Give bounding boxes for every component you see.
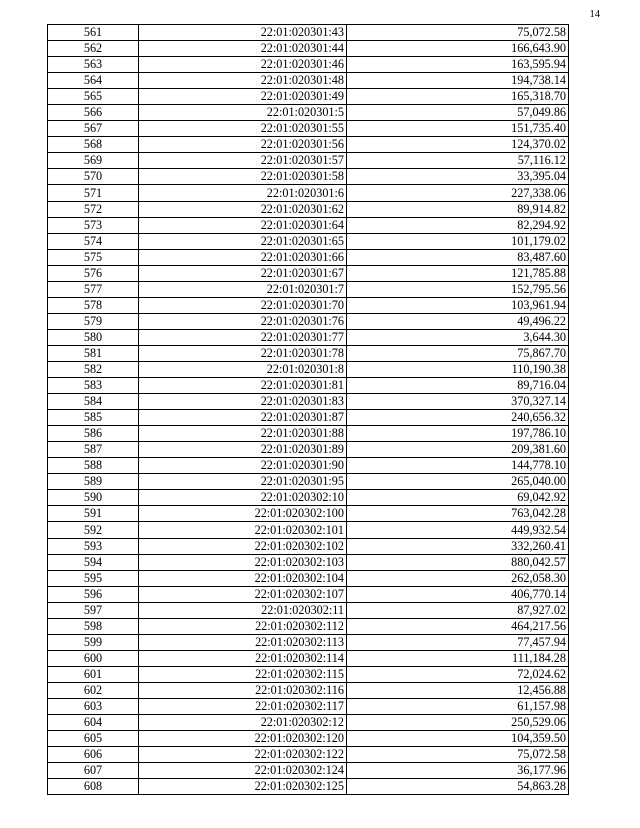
- row-number-cell: 582: [48, 361, 139, 377]
- row-number-cell: 562: [48, 41, 139, 57]
- cadastral-number-cell: 22:01:020301:83: [139, 394, 347, 410]
- row-number-cell: 593: [48, 538, 139, 554]
- value-cell: 49,496.22: [347, 313, 569, 329]
- table-row: [48, 779, 569, 795]
- table-row: [48, 297, 569, 313]
- row-number-cell: 594: [48, 554, 139, 570]
- row-number-cell: 585: [48, 410, 139, 426]
- cadastral-number-cell: 22:01:020302:102: [139, 538, 347, 554]
- value-cell: 763,042.28: [347, 506, 569, 522]
- table-row: [48, 650, 569, 666]
- row-number-cell: 590: [48, 490, 139, 506]
- cadastral-number-cell: 22:01:020301:78: [139, 345, 347, 361]
- cadastral-number-cell: 22:01:020302:114: [139, 650, 347, 666]
- cadastral-number-cell: 22:01:020301:6: [139, 185, 347, 201]
- table-row: [48, 137, 569, 153]
- value-cell: 3,644.30: [347, 329, 569, 345]
- cadastral-number-cell: 22:01:020302:124: [139, 763, 347, 779]
- row-number-cell: 573: [48, 217, 139, 233]
- value-cell: 36,177.96: [347, 763, 569, 779]
- value-cell: 124,370.02: [347, 137, 569, 153]
- cadastral-number-cell: 22:01:020302:125: [139, 779, 347, 795]
- value-cell: 250,529.06: [347, 715, 569, 731]
- row-number-cell: 580: [48, 329, 139, 345]
- value-cell: 165,318.70: [347, 89, 569, 105]
- value-cell: 209,381.60: [347, 442, 569, 458]
- cadastral-number-cell: 22:01:020301:55: [139, 121, 347, 137]
- cadastral-number-cell: 22:01:020302:10: [139, 490, 347, 506]
- table-row: [48, 602, 569, 618]
- value-cell: 77,457.94: [347, 634, 569, 650]
- table-row: [48, 281, 569, 297]
- table-row: [48, 506, 569, 522]
- cadastral-number-cell: 22:01:020301:57: [139, 153, 347, 169]
- cadastral-number-cell: 22:01:020301:7: [139, 281, 347, 297]
- row-number-cell: 599: [48, 634, 139, 650]
- row-number-cell: 577: [48, 281, 139, 297]
- value-cell: 57,049.86: [347, 105, 569, 121]
- cadastral-number-cell: 22:01:020301:44: [139, 41, 347, 57]
- value-cell: 72,024.62: [347, 666, 569, 682]
- row-number-cell: 602: [48, 682, 139, 698]
- value-cell: 104,359.50: [347, 731, 569, 747]
- row-number-cell: 574: [48, 233, 139, 249]
- value-cell: 75,072.58: [347, 25, 569, 41]
- row-number-cell: 597: [48, 602, 139, 618]
- table-row: [48, 538, 569, 554]
- row-number-cell: 589: [48, 474, 139, 490]
- cadastral-number-cell: 22:01:020301:56: [139, 137, 347, 153]
- value-cell: 406,770.14: [347, 586, 569, 602]
- table-row: [48, 169, 569, 185]
- value-cell: 163,595.94: [347, 57, 569, 73]
- cadastral-number-cell: 22:01:020301:70: [139, 297, 347, 313]
- value-cell: 464,217.56: [347, 618, 569, 634]
- value-cell: 83,487.60: [347, 249, 569, 265]
- value-cell: 110,190.38: [347, 361, 569, 377]
- table-row: [48, 249, 569, 265]
- row-number-cell: 569: [48, 153, 139, 169]
- row-number-cell: 583: [48, 378, 139, 394]
- table-row: [48, 121, 569, 137]
- table-row: [48, 442, 569, 458]
- value-cell: 227,338.06: [347, 185, 569, 201]
- value-cell: 61,157.98: [347, 698, 569, 714]
- row-number-cell: 570: [48, 169, 139, 185]
- table-row: [48, 89, 569, 105]
- table-row: [48, 153, 569, 169]
- cadastral-number-cell: 22:01:020301:43: [139, 25, 347, 41]
- cadastral-number-cell: 22:01:020302:107: [139, 586, 347, 602]
- cadastral-number-cell: 22:01:020301:67: [139, 265, 347, 281]
- table-row: [48, 361, 569, 377]
- table-row: [48, 747, 569, 763]
- table-row: [48, 378, 569, 394]
- cadastral-number-cell: 22:01:020301:64: [139, 217, 347, 233]
- table-row: [48, 394, 569, 410]
- row-number-cell: 600: [48, 650, 139, 666]
- cadastral-number-cell: 22:01:020302:11: [139, 602, 347, 618]
- value-cell: 151,735.40: [347, 121, 569, 137]
- table-row: [48, 201, 569, 217]
- value-cell: 194,738.14: [347, 73, 569, 89]
- table-row: [48, 41, 569, 57]
- value-cell: 69,042.92: [347, 490, 569, 506]
- cadastral-number-cell: 22:01:020301:81: [139, 378, 347, 394]
- table-row: [48, 105, 569, 121]
- cadastral-number-cell: 22:01:020301:46: [139, 57, 347, 73]
- table-row: [48, 698, 569, 714]
- row-number-cell: 571: [48, 185, 139, 201]
- table-row: [48, 634, 569, 650]
- cadastral-number-cell: 22:01:020302:100: [139, 506, 347, 522]
- row-number-cell: 607: [48, 763, 139, 779]
- value-cell: 54,863.28: [347, 779, 569, 795]
- cadastral-number-cell: 22:01:020302:120: [139, 731, 347, 747]
- table-row: [48, 458, 569, 474]
- table-row: [48, 715, 569, 731]
- row-number-cell: 586: [48, 426, 139, 442]
- row-number-cell: 606: [48, 747, 139, 763]
- table-row: [48, 522, 569, 538]
- data-table: [47, 24, 569, 795]
- table-row: [48, 426, 569, 442]
- row-number-cell: 604: [48, 715, 139, 731]
- cadastral-number-cell: 22:01:020301:89: [139, 442, 347, 458]
- table-row: [48, 490, 569, 506]
- cadastral-number-cell: 22:01:020301:90: [139, 458, 347, 474]
- table-row: [48, 233, 569, 249]
- row-number-cell: 587: [48, 442, 139, 458]
- page-number: 14: [589, 9, 600, 20]
- row-number-cell: 567: [48, 121, 139, 137]
- cadastral-number-cell: 22:01:020302:113: [139, 634, 347, 650]
- row-number-cell: 576: [48, 265, 139, 281]
- value-cell: 89,914.82: [347, 201, 569, 217]
- value-cell: 101,179.02: [347, 233, 569, 249]
- row-number-cell: 605: [48, 731, 139, 747]
- value-cell: 144,778.10: [347, 458, 569, 474]
- cadastral-number-cell: 22:01:020302:103: [139, 554, 347, 570]
- cadastral-number-cell: 22:01:020302:112: [139, 618, 347, 634]
- row-number-cell: 575: [48, 249, 139, 265]
- value-cell: 121,785.88: [347, 265, 569, 281]
- row-number-cell: 566: [48, 105, 139, 121]
- table-row: [48, 666, 569, 682]
- value-cell: 197,786.10: [347, 426, 569, 442]
- value-cell: 265,040.00: [347, 474, 569, 490]
- cadastral-number-cell: 22:01:020301:87: [139, 410, 347, 426]
- row-number-cell: 561: [48, 25, 139, 41]
- value-cell: 89,716.04: [347, 378, 569, 394]
- value-cell: 33,395.04: [347, 169, 569, 185]
- value-cell: 332,260.41: [347, 538, 569, 554]
- row-number-cell: 579: [48, 313, 139, 329]
- table-row: [48, 329, 569, 345]
- value-cell: 166,643.90: [347, 41, 569, 57]
- table-row: [48, 265, 569, 281]
- cadastral-number-cell: 22:01:020302:101: [139, 522, 347, 538]
- row-number-cell: 591: [48, 506, 139, 522]
- cadastral-number-cell: 22:01:020301:5: [139, 105, 347, 121]
- cadastral-number-cell: 22:01:020302:12: [139, 715, 347, 731]
- cadastral-number-cell: 22:01:020301:8: [139, 361, 347, 377]
- value-cell: 880,042.57: [347, 554, 569, 570]
- row-number-cell: 592: [48, 522, 139, 538]
- table-row: [48, 313, 569, 329]
- cadastral-number-cell: 22:01:020301:76: [139, 313, 347, 329]
- table-row: [48, 217, 569, 233]
- table-row: [48, 586, 569, 602]
- row-number-cell: 596: [48, 586, 139, 602]
- row-number-cell: 572: [48, 201, 139, 217]
- table-row: [48, 410, 569, 426]
- row-number-cell: 608: [48, 779, 139, 795]
- cadastral-number-cell: 22:01:020301:65: [139, 233, 347, 249]
- value-cell: 75,072.58: [347, 747, 569, 763]
- row-number-cell: 578: [48, 297, 139, 313]
- row-number-cell: 563: [48, 57, 139, 73]
- row-number-cell: 568: [48, 137, 139, 153]
- row-number-cell: 565: [48, 89, 139, 105]
- cadastral-number-cell: 22:01:020301:49: [139, 89, 347, 105]
- value-cell: 240,656.32: [347, 410, 569, 426]
- value-cell: 103,961.94: [347, 297, 569, 313]
- table-body: [48, 25, 569, 795]
- table-row: [48, 618, 569, 634]
- row-number-cell: 595: [48, 570, 139, 586]
- table-row: [48, 474, 569, 490]
- value-cell: 12,456.88: [347, 682, 569, 698]
- table-row: [48, 554, 569, 570]
- row-number-cell: 581: [48, 345, 139, 361]
- value-cell: 262,058.30: [347, 570, 569, 586]
- cadastral-number-cell: 22:01:020302:116: [139, 682, 347, 698]
- table-row: [48, 731, 569, 747]
- value-cell: 111,184.28: [347, 650, 569, 666]
- value-cell: 449,932.54: [347, 522, 569, 538]
- table-row: [48, 570, 569, 586]
- cadastral-number-cell: 22:01:020301:62: [139, 201, 347, 217]
- cadastral-number-cell: 22:01:020302:115: [139, 666, 347, 682]
- row-number-cell: 588: [48, 458, 139, 474]
- table-row: [48, 345, 569, 361]
- row-number-cell: 603: [48, 698, 139, 714]
- table-row: [48, 682, 569, 698]
- row-number-cell: 584: [48, 394, 139, 410]
- table-row: [48, 763, 569, 779]
- cadastral-number-cell: 22:01:020302:104: [139, 570, 347, 586]
- table-row: [48, 57, 569, 73]
- cadastral-number-cell: 22:01:020301:88: [139, 426, 347, 442]
- cadastral-number-cell: 22:01:020301:58: [139, 169, 347, 185]
- cadastral-number-cell: 22:01:020301:48: [139, 73, 347, 89]
- value-cell: 82,294.92: [347, 217, 569, 233]
- row-number-cell: 598: [48, 618, 139, 634]
- table-row: [48, 185, 569, 201]
- table-row: [48, 25, 569, 41]
- cadastral-number-cell: 22:01:020301:77: [139, 329, 347, 345]
- value-cell: 75,867.70: [347, 345, 569, 361]
- value-cell: 370,327.14: [347, 394, 569, 410]
- row-number-cell: 564: [48, 73, 139, 89]
- table-row: [48, 73, 569, 89]
- value-cell: 57,116.12: [347, 153, 569, 169]
- cadastral-number-cell: 22:01:020301:95: [139, 474, 347, 490]
- value-cell: 152,795.56: [347, 281, 569, 297]
- row-number-cell: 601: [48, 666, 139, 682]
- cadastral-number-cell: 22:01:020302:117: [139, 698, 347, 714]
- cadastral-number-cell: 22:01:020301:66: [139, 249, 347, 265]
- cadastral-number-cell: 22:01:020302:122: [139, 747, 347, 763]
- value-cell: 87,927.02: [347, 602, 569, 618]
